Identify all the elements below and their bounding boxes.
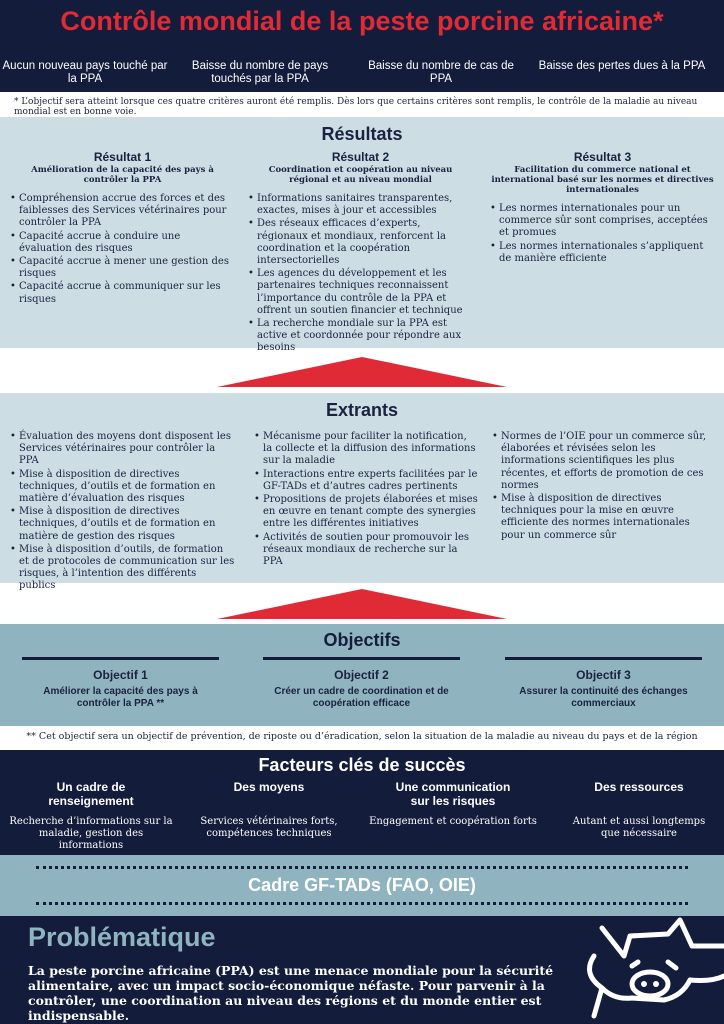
factor-heading: Une communication sur les risques (395, 780, 511, 808)
outputs-title: Extrants (325, 400, 399, 420)
list-item: • Mise à disposition d’outils, de formation et de protocoles de communication sur les risques, à l’intention des différents publics (10, 544, 235, 593)
list-item: • Informations sanitaires transparentes, exactes, mises à jour et accessibles (248, 193, 473, 217)
results-title: Résultats (321, 124, 403, 144)
list-item: • Capacité accrue à conduire une évaluation des risques (10, 231, 235, 255)
dotted-divider (36, 902, 688, 905)
objective-heading: Objectif 3 (576, 668, 631, 682)
success-factors-title: Facteurs clés de succès (258, 755, 466, 775)
goal-4: Baisse des pertes dues à la PPA (538, 60, 706, 72)
result-column-1 (10, 150, 235, 307)
outputs-section (0, 393, 724, 592)
objective-1 (22, 657, 219, 710)
goal-1: Aucun nouveau pays touché par la PPA (2, 60, 168, 85)
list-item: • Compréhension accrue des forces et des faiblesses des Services vétérinaires pour contrôler la PPA (10, 193, 235, 230)
list-item: • Des réseaux efficaces d’experts, régionaux et mondiaux, renforcent la coordination et la coopération intersectorielles (248, 218, 473, 267)
list-item: • Capacité accrue à mener une gestion des risques (10, 256, 235, 280)
problem-section (0, 916, 724, 1024)
factor-2 (184, 780, 354, 840)
list-item: • Activités de soutien pour promouvoir les réseaux mondiaux de recherche sur la PPA (254, 532, 479, 569)
factor-heading: Un cadre de renseignement (48, 780, 134, 808)
objective-text: Améliorer la capacité des pays à contrôler la PPA ** (43, 686, 198, 709)
result-heading: Résultat 1 (93, 150, 152, 164)
result-column-2 (248, 150, 473, 356)
list-item: • La recherche mondiale sur la PPA est active et coordonnée pour répondre aux besoins (248, 318, 473, 355)
factor-text: Services vétérinaires forts, compétences techniques (200, 816, 338, 839)
result-list (10, 193, 235, 306)
factor-3 (368, 780, 538, 828)
factor-text: Autant et aussi longtemps que nécessaire (572, 816, 706, 839)
result-subtitle: Facilitation du commerce national et international basé sur les normes et directives internationales (491, 165, 714, 195)
goal-3: Baisse du nombre de cas de PPA (368, 60, 514, 85)
dotted-divider (36, 866, 688, 869)
factor-1 (6, 780, 176, 852)
arrow-up-icon (217, 357, 507, 387)
output-column-1 (10, 423, 235, 594)
list-item: • Capacité accrue à communiquer sur les risques (10, 281, 235, 305)
list-item: • Les normes internationales s’appliquent de manière efficiente (490, 241, 715, 265)
objective-heading: Objectif 2 (334, 668, 389, 682)
list-item: • Évaluation des moyens dont disposent les Services vétérinaires pour contrôler la PPA (10, 431, 235, 468)
divider (22, 657, 219, 660)
objective-text: Créer un cadre de coordination et de coopération efficace (274, 686, 449, 709)
framework-title: Cadre GF-TADs (FAO, OIE) (248, 875, 476, 895)
list-item: • Normes de l’OIE pour un commerce sûr, élaborées et révisées selon les informations scientifiques les plus récentes, et efforts de promotion de ces normes (492, 431, 714, 492)
result-heading: Résultat 2 (331, 150, 390, 164)
list-item: • Propositions de projets élaborées et mises en œuvre en tenant compte des synergies entre les différentes initiatives (254, 494, 479, 531)
list-item: • Mise à disposition de directives techniques pour la mise en œuvre efficiente des normes internationales pour un commerce sûr (492, 493, 714, 542)
factor-text: Recherche d’informations sur la maladie, gestion des informations (9, 816, 173, 851)
objective-text: Assurer la continuité des échanges commerciaux (519, 686, 688, 709)
result-list (490, 203, 715, 265)
divider (505, 657, 702, 660)
factor-4 (554, 780, 724, 840)
problem-text: La peste porcine africaine (PPA) est une menace mondiale pour la sécurité alimentaire, avec un impact socio-économique néfaste. Pour parvenir à la contrôler, une coordination au niveau des régions et du monde entier est indispensable. (28, 963, 554, 1023)
objective-2 (263, 657, 460, 710)
objective-heading: Objectif 1 (93, 668, 148, 682)
output-list (254, 431, 479, 568)
divider (263, 657, 460, 660)
problem-title: Problématique (28, 922, 216, 952)
goal-footnote: * L’objectif sera atteint lorsque ces quatre critères auront été remplis. Dès lors que certains critères sont remplis, le contrôle de la maladie au niveau mondial est en bonne voie. (14, 97, 698, 117)
framework-band (0, 855, 724, 916)
output-column-3 (492, 423, 714, 543)
list-item: • Les normes internationales pour un commerce sûr sont comprises, acceptées et promues (490, 203, 715, 240)
objective-3 (505, 657, 702, 710)
result-heading: Résultat 3 (573, 150, 632, 164)
list-item: • Mise à disposition de directives techniques, d’outils et de formation en matière de gestion des risques (10, 506, 235, 543)
goal-2: Baisse du nombre de pays touchés par la PPA (191, 60, 329, 85)
list-item: • Mise à disposition de directives techniques, d’outils et de formation en matière d’évaluation des risques (10, 469, 235, 506)
list-item: • Interactions entre experts facilitées par le GF-TADs et d’autres cadres pertinents (254, 469, 479, 493)
output-list (10, 431, 235, 593)
list-item: • Mécanisme pour faciliter la notification, la collecte et la diffusion des informations sur la maladie (254, 431, 479, 468)
result-list (248, 193, 473, 355)
page-title: Contrôle mondial de la peste porcine africaine* (60, 6, 664, 36)
success-factors-section (0, 750, 724, 855)
objectives-section (0, 624, 724, 726)
factor-heading: Des ressources (594, 780, 684, 794)
result-subtitle: Coordination et coopération au niveau régional et au niveau mondial (268, 165, 453, 185)
objective-footnote: ** Cet objectif sera un objectif de prévention, de riposte ou d’éradication, selon la situation de la maladie au niveau du pays et de la région (26, 731, 698, 742)
pig-head-icon (572, 916, 724, 1024)
output-column-2 (254, 423, 479, 569)
factor-heading: Des moyens (233, 780, 305, 794)
list-item: • Les agences du développement et les partenaires techniques reconnaissent l’importance du contrôle de la PPA et offrent un soutien financier et technique (248, 268, 473, 317)
result-subtitle: Amélioration de la capacité des pays à contrôler la PPA (31, 165, 214, 185)
objectives-title: Objectifs (323, 630, 401, 650)
output-list (492, 431, 714, 542)
factor-text: Engagement et coopération forts (369, 816, 537, 827)
result-column-3 (490, 150, 715, 266)
arrow-up-icon (217, 589, 507, 619)
header-band (0, 0, 724, 92)
results-section (0, 117, 724, 354)
